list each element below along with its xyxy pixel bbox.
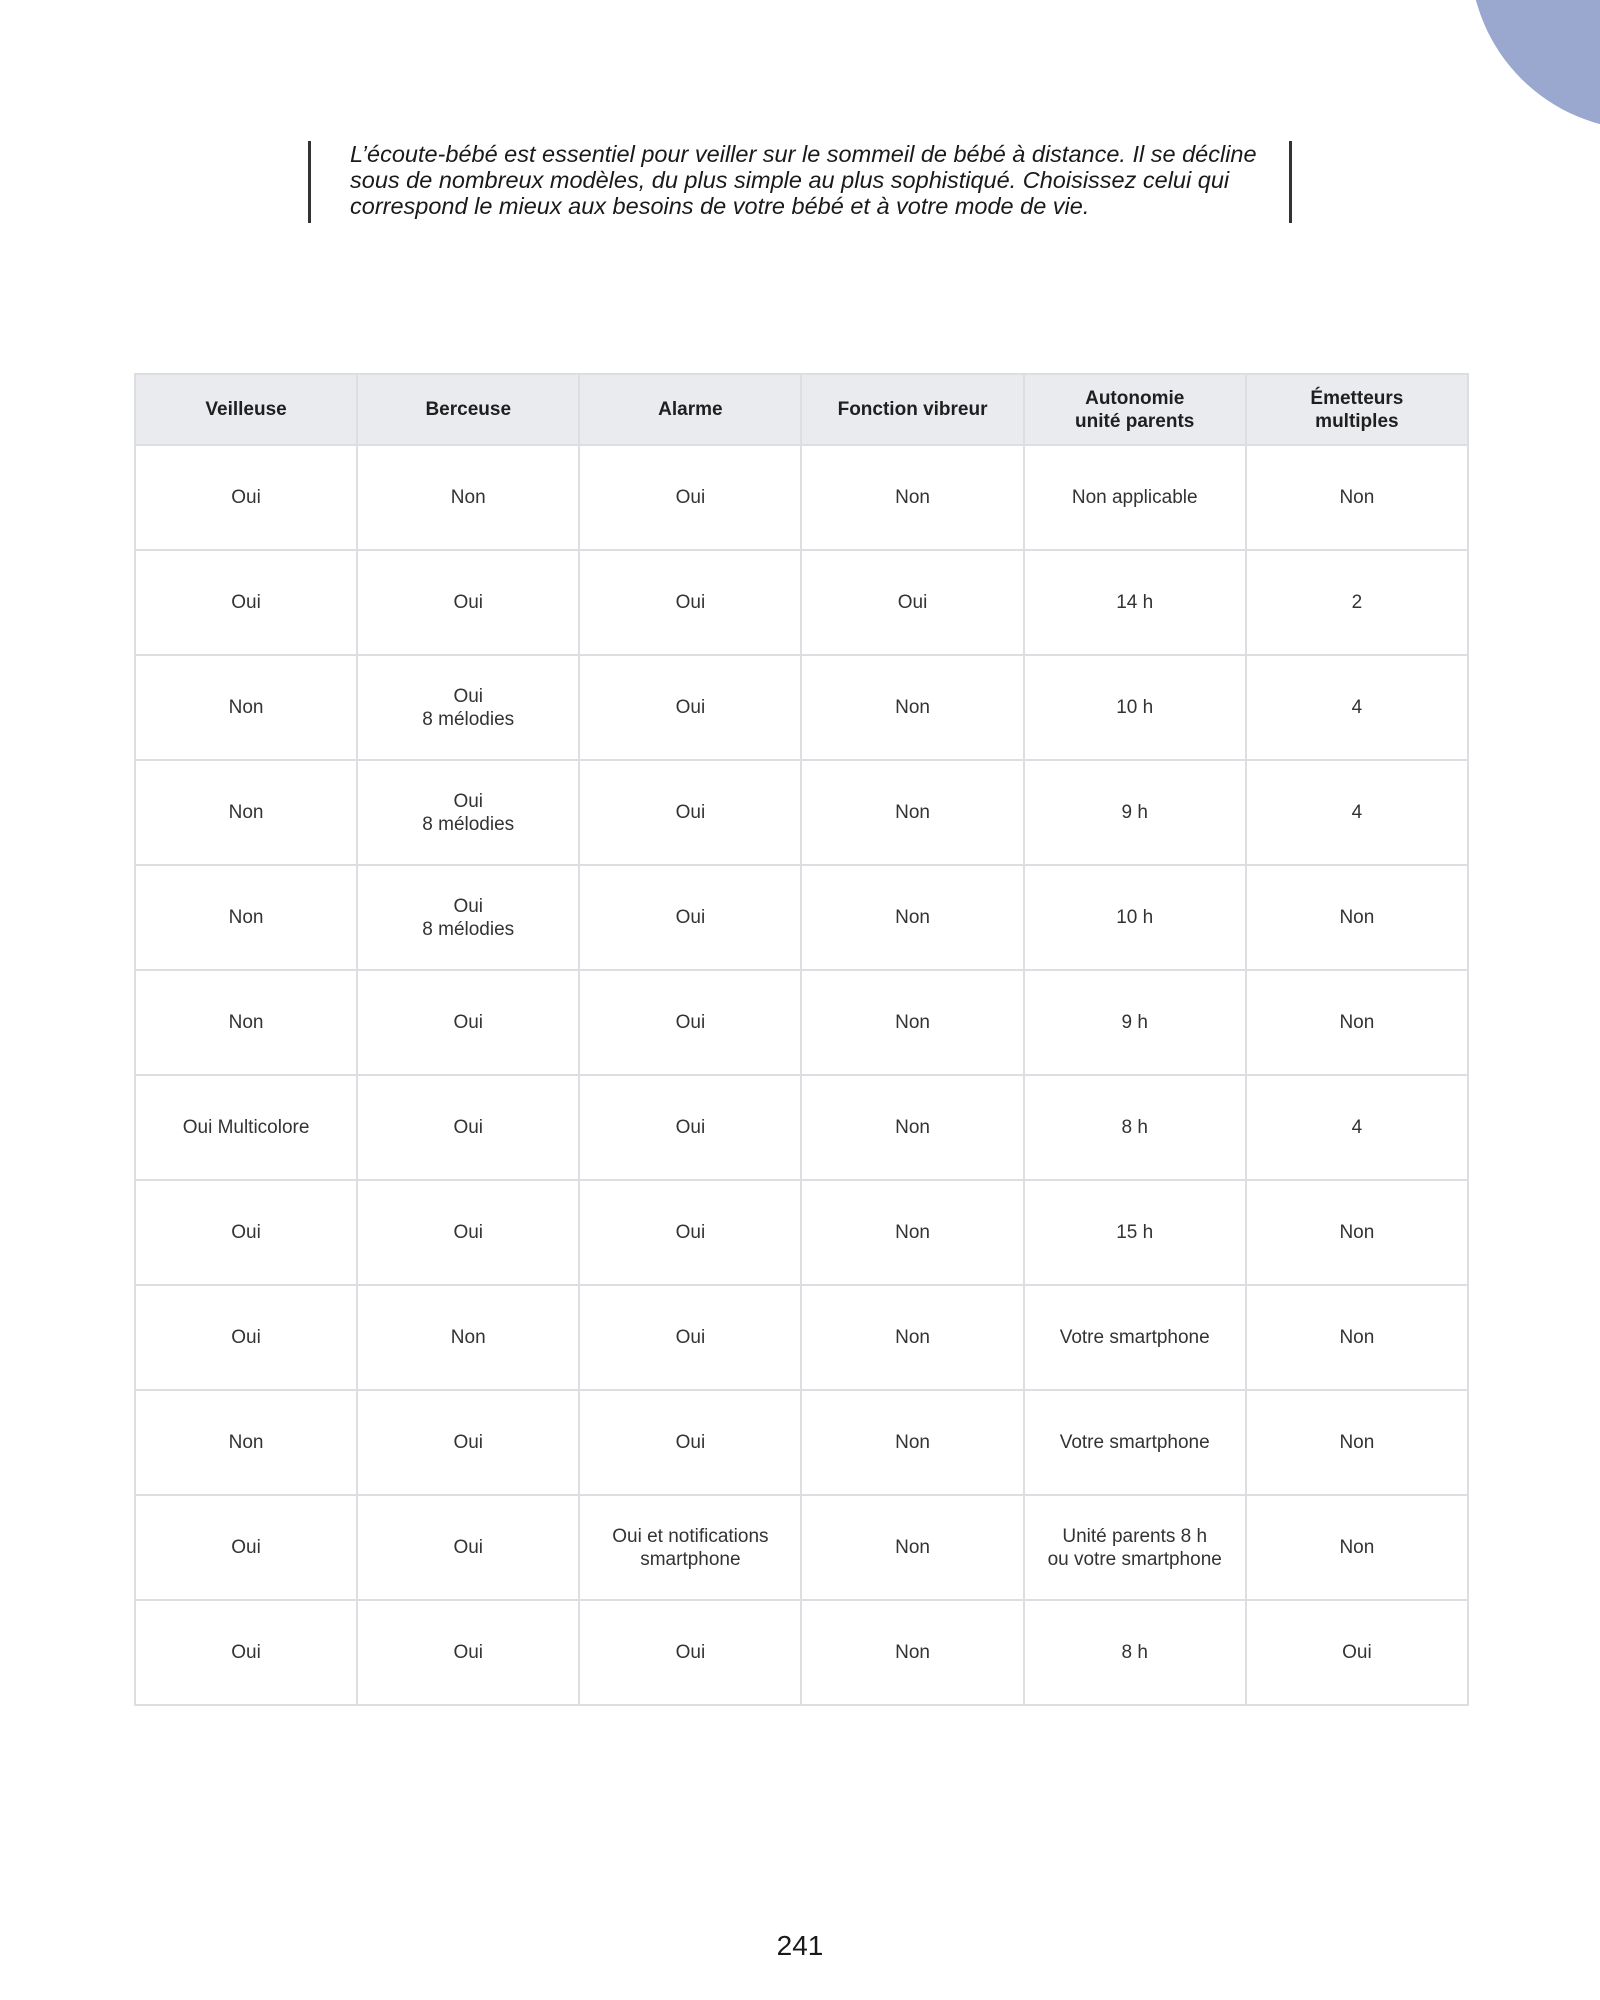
table-body [135, 445, 1468, 1705]
table-cell: Non [1246, 865, 1468, 970]
table-cell: Oui et notifications smartphone [579, 1495, 801, 1600]
table-cell: Votre smartphone [1024, 1390, 1246, 1495]
table-cell: Oui [135, 1600, 357, 1705]
table-cell: Oui [579, 550, 801, 655]
table-cell: Non [135, 760, 357, 865]
table-cell: Oui [357, 1180, 579, 1285]
table-cell: 9 h [1024, 760, 1246, 865]
header-cell: Alarme [579, 374, 801, 445]
table-cell: Non [1246, 970, 1468, 1075]
table-cell: Non [135, 655, 357, 760]
table-row [135, 1180, 1468, 1285]
intro-quote [308, 141, 1292, 223]
table-cell: 14 h [1024, 550, 1246, 655]
table-cell: Oui [579, 1285, 801, 1390]
table-cell: 8 h [1024, 1075, 1246, 1180]
table-cell: Oui [1246, 1600, 1468, 1705]
table-row [135, 865, 1468, 970]
table-cell: Oui [357, 1495, 579, 1600]
table-cell: Non [357, 445, 579, 550]
table-row [135, 760, 1468, 865]
table-cell: Non [801, 1495, 1023, 1600]
header-cell: Veilleuse [135, 374, 357, 445]
table-cell: 4 [1246, 655, 1468, 760]
table-cell: Non [1246, 1180, 1468, 1285]
corner-decoration [1470, 0, 1600, 130]
page-number: 241 [776, 1930, 824, 1961]
table-cell: 4 [1246, 760, 1468, 865]
table-cell: Oui [579, 445, 801, 550]
table-cell: Unité parents 8 h ou votre smartphone [1024, 1495, 1246, 1600]
table-row [135, 1390, 1468, 1495]
table-cell: Oui [579, 760, 801, 865]
table-cell: Oui [579, 1390, 801, 1495]
table-cell: 8 h [1024, 1600, 1246, 1705]
table-cell: Oui [357, 1390, 579, 1495]
table-cell: Non [135, 1390, 357, 1495]
table-cell: Oui [357, 1600, 579, 1705]
table-cell: Oui Multicolore [135, 1075, 357, 1180]
table-cell: Oui [135, 550, 357, 655]
table-cell: 4 [1246, 1075, 1468, 1180]
table-cell: Oui [135, 445, 357, 550]
table-cell: Non applicable [1024, 445, 1246, 550]
table-cell: Oui [579, 655, 801, 760]
header-row [135, 374, 1468, 445]
table-cell: Oui [135, 1285, 357, 1390]
header-cell: Berceuse [357, 374, 579, 445]
table-cell: Non [801, 655, 1023, 760]
table-cell: Non [801, 1180, 1023, 1285]
table-cell: 10 h [1024, 865, 1246, 970]
table-cell: Non [1246, 1390, 1468, 1495]
header-cell: Autonomie unité parents [1024, 374, 1246, 445]
table-cell: Oui [135, 1180, 357, 1285]
table-cell: Non [1246, 1285, 1468, 1390]
table-cell: Oui [357, 970, 579, 1075]
table-cell: Non [357, 1285, 579, 1390]
table-cell: Non [801, 1600, 1023, 1705]
table-cell: 15 h [1024, 1180, 1246, 1285]
table-cell: Votre smartphone [1024, 1285, 1246, 1390]
table-cell: Oui [579, 1075, 801, 1180]
table-cell: Oui [579, 970, 801, 1075]
table-cell: Oui [135, 1495, 357, 1600]
table-cell: Oui [357, 550, 579, 655]
table-cell: Non [135, 865, 357, 970]
table-cell: 9 h [1024, 970, 1246, 1075]
table-cell: Non [801, 760, 1023, 865]
table-cell: Non [1246, 445, 1468, 550]
table-row [135, 970, 1468, 1075]
table-cell: 2 [1246, 550, 1468, 655]
table-cell: Oui [579, 1600, 801, 1705]
table-cell: Non [801, 1075, 1023, 1180]
table-cell: Non [801, 445, 1023, 550]
table-cell: Oui [801, 550, 1023, 655]
table-row [135, 655, 1468, 760]
table-cell: Non [135, 970, 357, 1075]
table-row [135, 1495, 1468, 1600]
table-cell: 10 h [1024, 655, 1246, 760]
table-cell: Oui [579, 1180, 801, 1285]
table-cell: Non [801, 1390, 1023, 1495]
table-row [135, 1600, 1468, 1705]
table-row [135, 550, 1468, 655]
table-cell: Non [801, 1285, 1023, 1390]
comparison-table [134, 373, 1469, 1706]
table-cell: Oui [579, 865, 801, 970]
table-cell: Non [801, 865, 1023, 970]
table-cell: Oui 8 mélodies [357, 655, 579, 760]
table-cell: Oui 8 mélodies [357, 865, 579, 970]
table-cell: Oui [357, 1075, 579, 1180]
table-row [135, 445, 1468, 550]
header-cell: Fonction vibreur [801, 374, 1023, 445]
table-cell: Non [801, 970, 1023, 1075]
table-row [135, 1285, 1468, 1390]
table-cell: Non [1246, 1495, 1468, 1600]
table-row [135, 1075, 1468, 1180]
header-cell: Émetteurs multiples [1246, 374, 1468, 445]
intro-text: L’écoute-bébé est essentiel pour veiller sur le sommeil de bébé à distance. Il se décline sous de nombreux modèles, du plus simple au plus sophistiqué. Choisissez celui qui correspond le mieux aux besoins de votre bébé et à votre mode de vie. [350, 141, 1257, 219]
table-cell: Oui 8 mélodies [357, 760, 579, 865]
